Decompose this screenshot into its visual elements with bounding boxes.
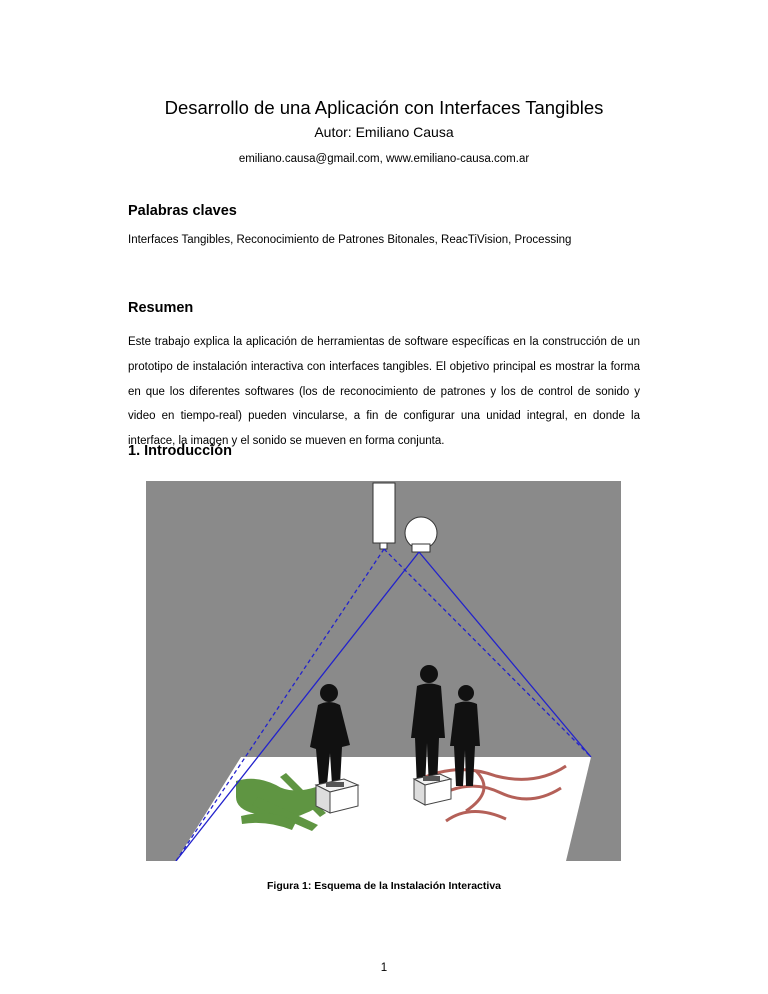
paper-title: Desarrollo de una Aplicación con Interfaces Tangibles	[164, 97, 604, 118]
projector	[373, 483, 395, 543]
author-contact: emiliano.causa@gmail.com, www.emiliano-causa.com.ar	[238, 153, 530, 165]
paper-author: Autor: Emiliano Causa	[314, 124, 454, 140]
abstract-heading: Resumen	[128, 300, 194, 316]
section-heading-introduccion: 1. Introducción	[128, 443, 232, 459]
figure-installation-diagram	[146, 481, 621, 861]
figure-caption: Figura 1: Esquema de la Instalación Interactiva	[267, 880, 501, 892]
keywords-heading: Palabras claves	[128, 203, 237, 219]
page-number: 1	[380, 962, 388, 974]
keywords-text: Interfaces Tangibles, Reconocimiento de Patrones Bitonales, ReacTiVision, Processing	[128, 234, 572, 246]
installation-illustration	[146, 481, 621, 861]
projector-lens	[380, 543, 387, 549]
abstract-text: Este trabajo explica la aplicación de herramientas de software específicas en la construcción de un prototipo de instalación interactiva con interfaces tangibles. El objetivo principal es mostrar la forma en que los diferentes softwares (los de reconocimiento de patrones y los de control de sonido y video en tiempo-real) pueden vincularse, a fin de configurar una unidad integral, en donde la interface, la imagen y el sonido se mueven en forma conjunta.	[128, 336, 640, 448]
camera-lens	[412, 544, 430, 552]
